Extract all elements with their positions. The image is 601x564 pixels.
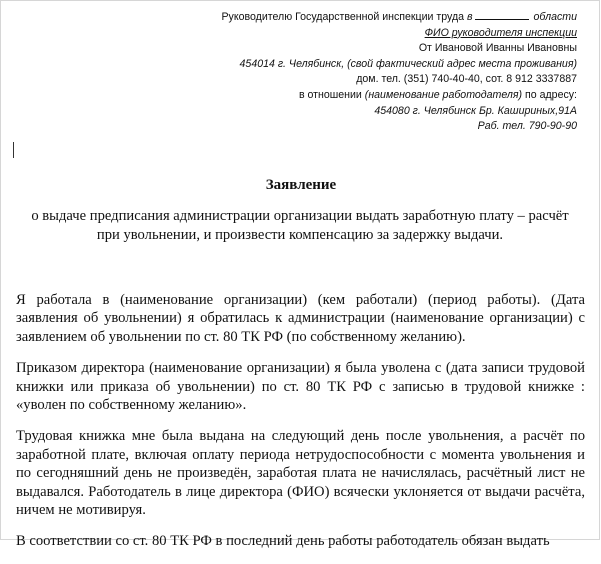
region-blank-line <box>475 9 529 20</box>
body-paragraph: В соответствии со ст. 80 ТК РФ в последний день работы работодатель обязан выдать <box>16 533 550 550</box>
header-line-employer <box>221 88 577 104</box>
employer-suffix: по адресу: <box>525 88 577 101</box>
inspector-name: ФИО руководителя инспекции <box>424 26 577 39</box>
document-body <box>16 291 585 564</box>
sender-phones: дом. тел. (351) 740-40-40, сот. 8 912 3337887 <box>356 73 577 86</box>
header-line-employer-address <box>221 104 577 120</box>
header-line-sender <box>221 41 577 57</box>
employer-address: 454080 г. Челябинск Бр. Кашириных,91А <box>374 104 577 117</box>
header-line-inspector-name <box>221 26 577 42</box>
header-line-sender-address <box>221 57 577 73</box>
body-paragraph: Я работала в (наименование организации) (кем работали) (период работы). (Дата заявления об увольнении) я обратилась к администрации (наименование организации) с заявлением об увольнении по ст. 80 ТК РФ (по собственному желанию). <box>16 292 585 345</box>
body-paragraph: Приказом директора (наименование организации) я была уволена с (дата записи трудовой книжки или приказа об увольнении) по ст. 80 ТК РФ с записью в трудовой книжке : «уволен по собственному желанию». <box>16 360 585 414</box>
employer-name: (наименование работодателя) <box>364 88 523 101</box>
sender-name: От Ивановой Иванны Ивановны <box>418 42 577 55</box>
body-paragraph: Трудовая книжка мне была выдана на следующий день после увольнения, а расчёт по заработной плате, включая оплату периода нетрудоспособности с момента увольнения и по сегодняшний день не произведён, заработая плата не начислялась, расчётный лист не выдавался. Работодатель в лице директора (ФИО) всячески уклоняется от выдачи расчёта, ничем не мотивируя. <box>16 428 585 519</box>
document-subject: о выдаче предписания администрации организации выдать заработную плату – расчёт при увольнении, и произвести компенсацию за задержку выдачи. <box>31 208 569 243</box>
recipient-prefix: Руководителю Государственной инспекции труда <box>221 11 465 23</box>
work-phone: Раб. тел. 790-90-90 <box>477 120 577 133</box>
header-line-work-phone <box>221 119 577 135</box>
recipient-in: в <box>467 11 473 23</box>
employer-prefix: в отношении <box>298 88 362 101</box>
recipient-suffix: области <box>533 11 577 23</box>
header-line-sender-phones <box>221 72 577 88</box>
addressee-block <box>221 9 577 135</box>
text-cursor <box>13 142 14 158</box>
document-title: Заявление <box>265 177 337 193</box>
sender-address: 454014 г. Челябинск, (свой фактический адрес места проживания) <box>239 57 577 70</box>
header-line-recipient <box>221 9 577 26</box>
